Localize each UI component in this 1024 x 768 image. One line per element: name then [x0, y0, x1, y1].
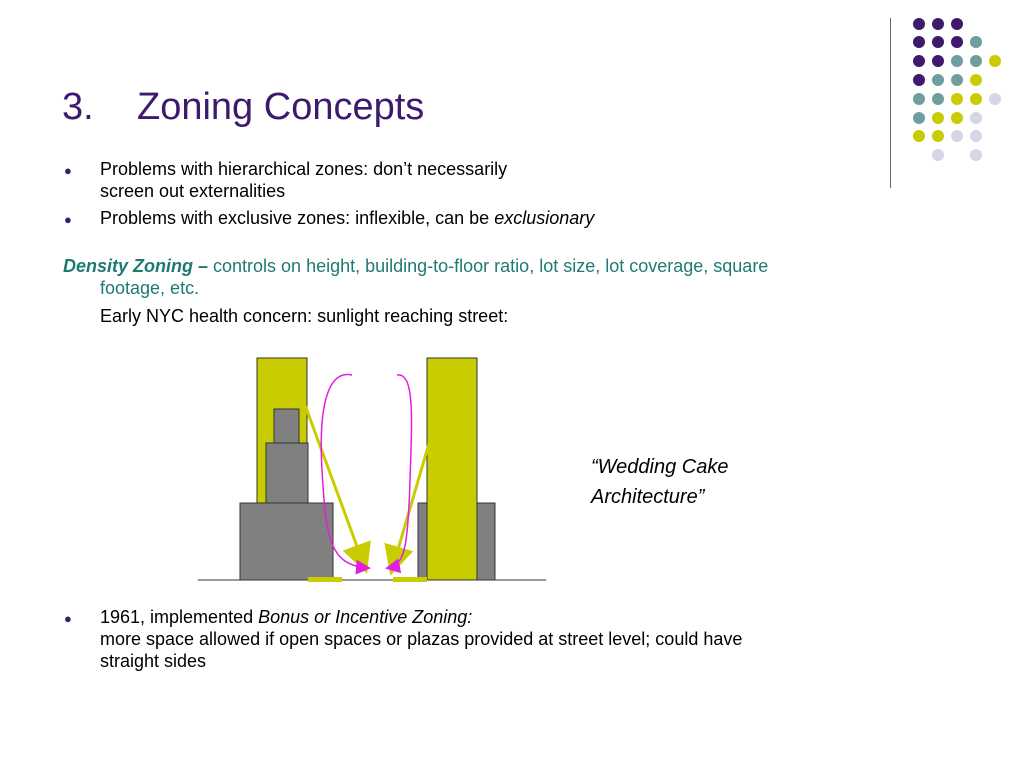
bullet-text: 1961, implemented — [100, 607, 259, 627]
bullet-line: screen out externalities — [100, 181, 286, 201]
divider-line — [890, 18, 891, 188]
bullet-dot: ● — [64, 611, 72, 626]
bullet-text: Problems with exclusive zones: inflexible, can be — [100, 208, 495, 228]
bullet-emphasis: exclusionary — [494, 208, 595, 228]
caption-line: Architecture” — [591, 486, 705, 508]
wedding-cake-caption — [591, 452, 728, 512]
right-tall-building — [427, 358, 477, 580]
bullet-line: Problems with hierarchical zones: don’t necessarily — [100, 159, 508, 179]
density-zoning-continuation: footage, etc. — [100, 278, 200, 298]
caption-line: “Wedding Cake — [591, 456, 729, 478]
bullet-dot: ● — [64, 163, 72, 178]
wedding-cake-diagram — [190, 350, 560, 590]
bullet-line: more space allowed if open spaces or plazas provided at street level; could have — [100, 629, 743, 649]
bullet-line — [100, 606, 742, 628]
density-zoning-paragraph — [63, 255, 963, 299]
right-sunlit-patch — [393, 577, 427, 582]
nyc-health-text: Early NYC health concern: sunlight reaching street: — [100, 306, 509, 326]
left-middle-tier — [266, 443, 308, 503]
left-base-tier — [240, 503, 333, 580]
bullet-emphasis: Bonus or Incentive Zoning: — [258, 607, 473, 627]
slide-number: 3. — [62, 86, 94, 128]
bullet-incentive-zoning — [100, 606, 742, 672]
left-top-tier — [274, 409, 299, 443]
density-zoning-text: controls on height, building-to-floor ratio, lot size, lot coverage, square — [208, 256, 769, 276]
bullet-exclusive-zones — [100, 207, 594, 229]
slide-title: Zoning Concepts — [137, 86, 425, 128]
bullet-hierarchical-zones — [100, 158, 507, 202]
density-zoning-lead: Density Zoning – — [63, 256, 209, 276]
left-sunlit-patch — [308, 577, 342, 582]
bullet-dot: ● — [64, 212, 72, 227]
bullet-line: straight sides — [100, 651, 207, 671]
